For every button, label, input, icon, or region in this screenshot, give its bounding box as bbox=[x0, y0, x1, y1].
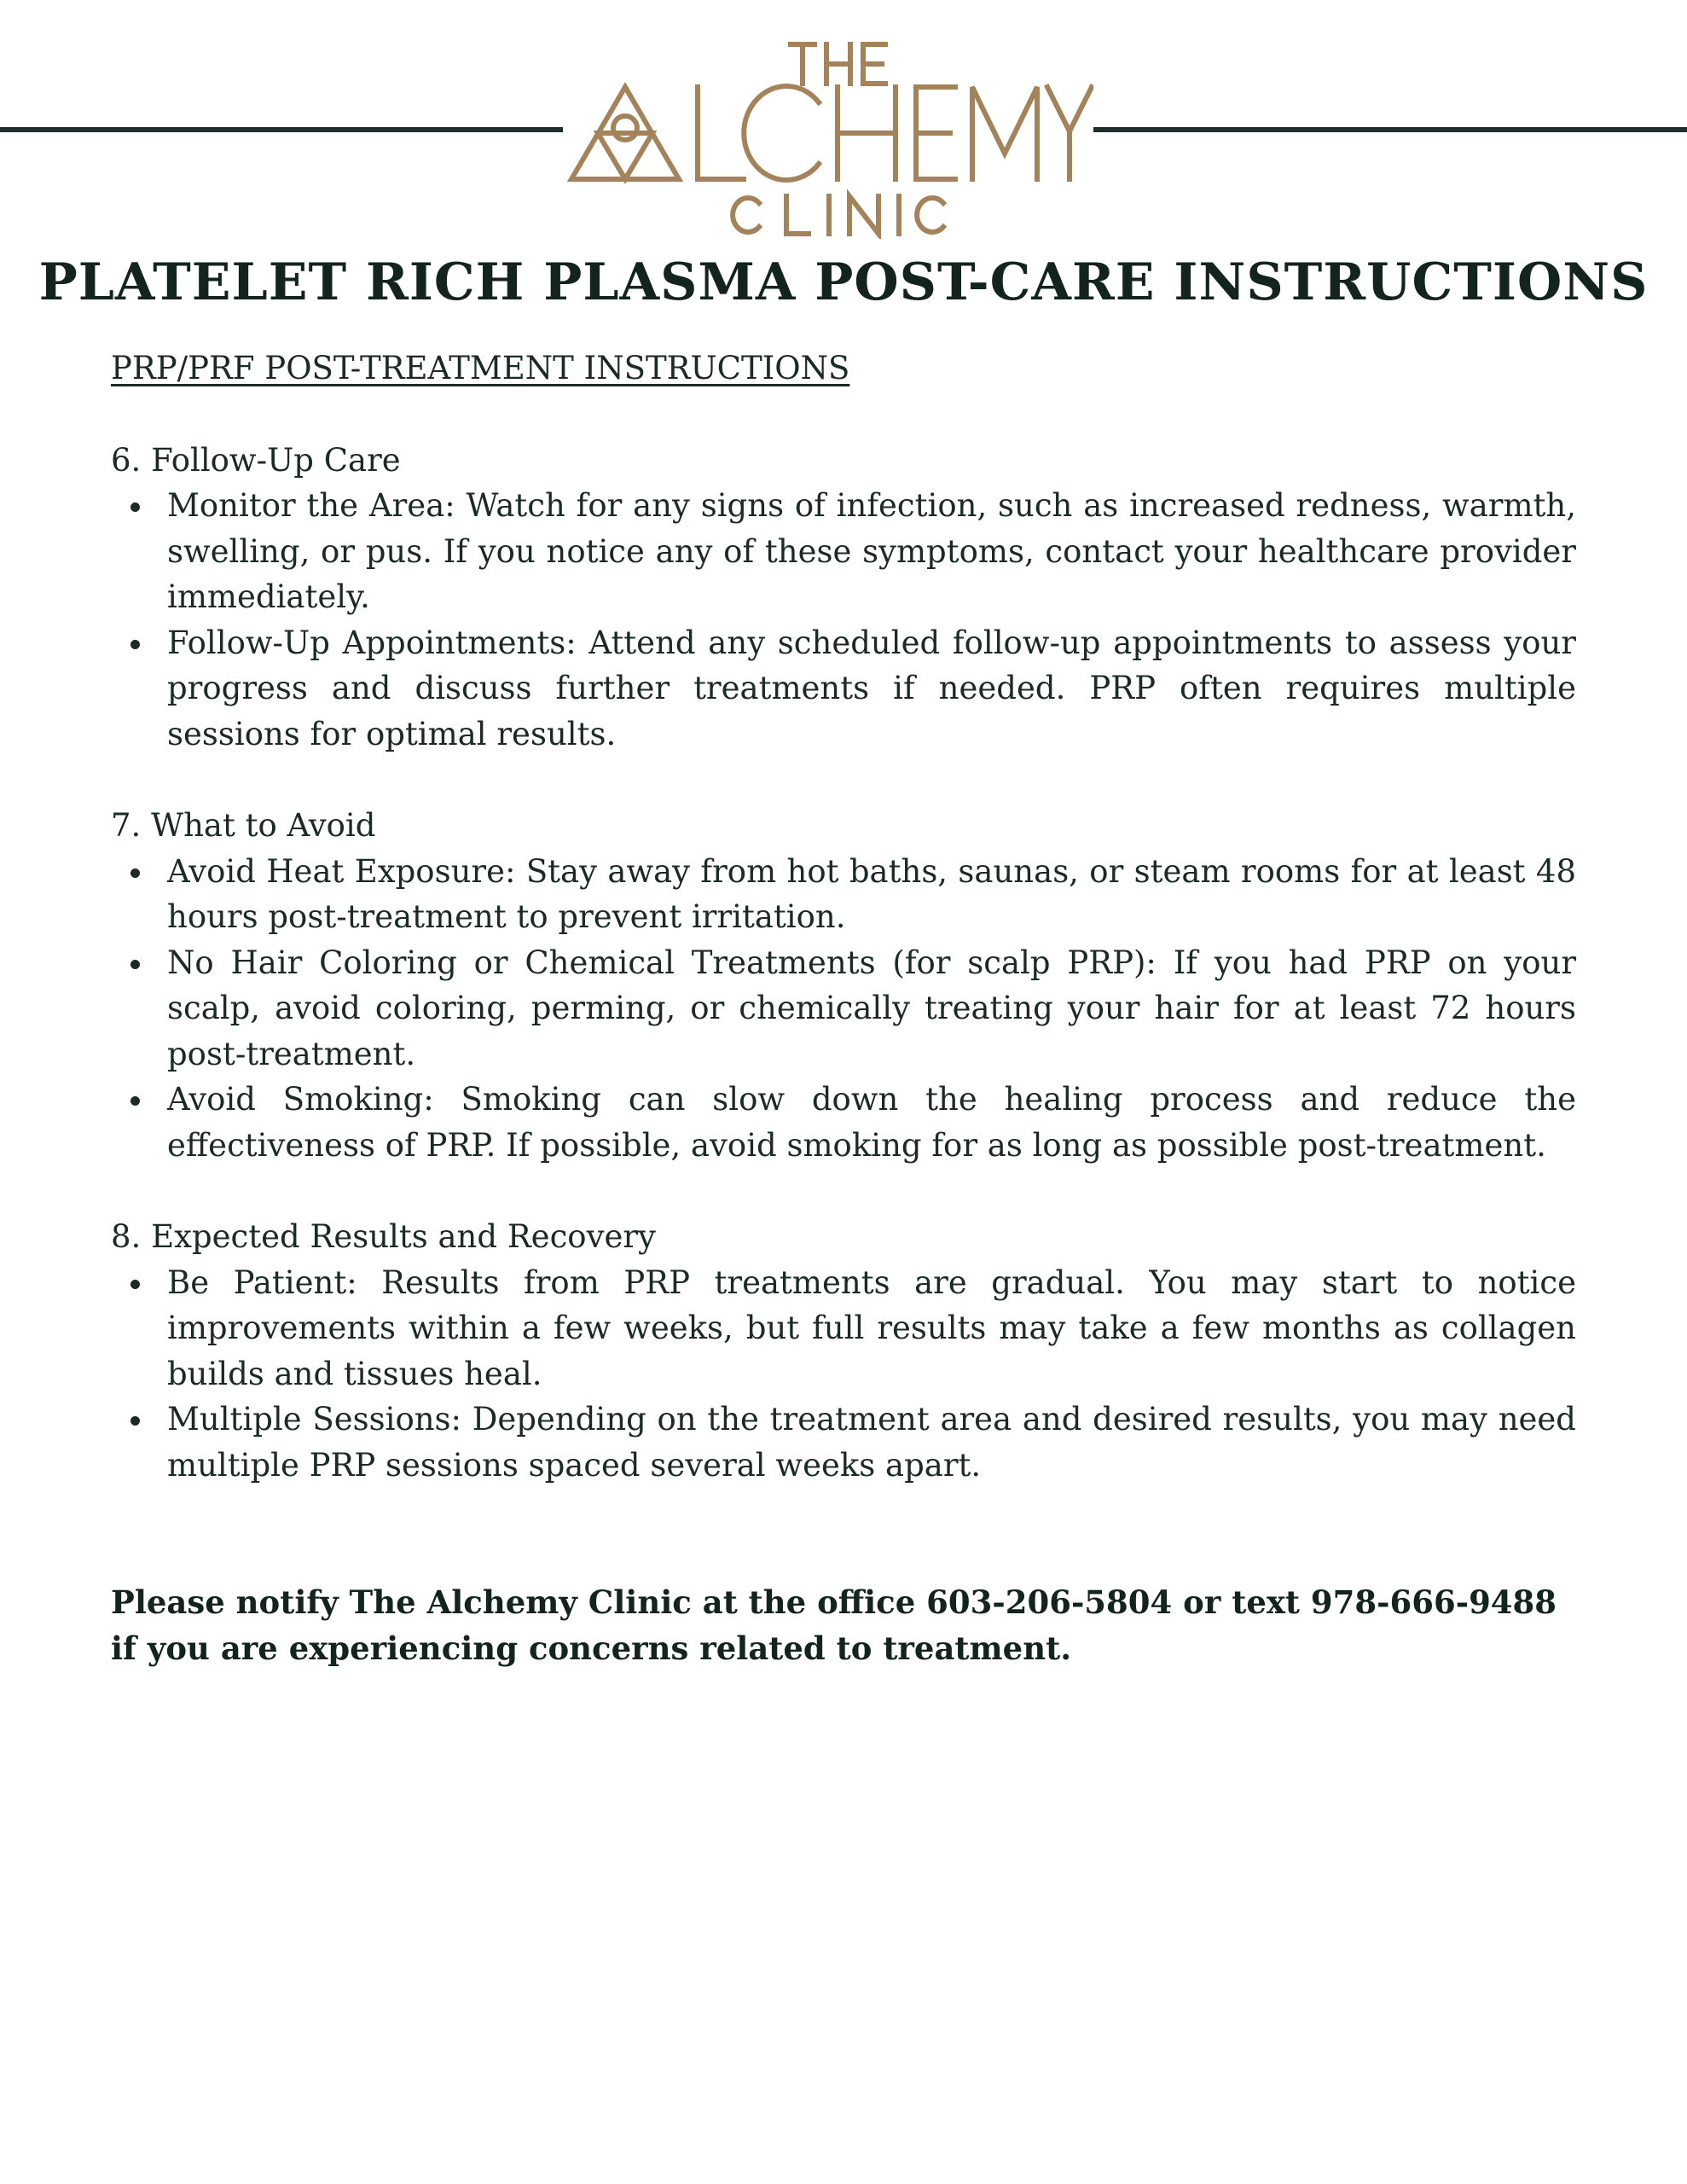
list-item: No Hair Coloring or Chemical Treatments (for scalp PRP): If you had PRP on your scalp, avoid coloring, perming, or chemically treating your hair for at least 72 hours post-treatment. bbox=[111, 940, 1576, 1077]
list-item: Be Patient: Results from PRP treatments are gradual. You may start to notice improvements within a few weeks, but full results may take a few months as collagen builds and tissues heal. bbox=[111, 1260, 1576, 1397]
document-title: PLATELET RICH PLASMA POST-CARE INSTRUCTIONS bbox=[38, 253, 1649, 312]
section-heading: 7. What to Avoid bbox=[111, 807, 376, 844]
bullet-list bbox=[111, 849, 1576, 1169]
document-subtitle: PRP/PRF POST-TREATMENT INSTRUCTIONS bbox=[111, 350, 850, 386]
header bbox=[0, 0, 1687, 247]
clinic-logo bbox=[563, 26, 1093, 239]
header-rule-right bbox=[1093, 127, 1687, 132]
list-item: Avoid Smoking: Smoking can slow down the healing process and reduce the effectiveness of PRP. If possible, avoid smoking for as long as possible post-treatment. bbox=[111, 1077, 1576, 1168]
list-item: Multiple Sessions: Depending on the treatment area and desired results, you may need multiple PRP sessions spaced several weeks apart. bbox=[111, 1397, 1576, 1488]
contact-notice: Please notify The Alchemy Clinic at the office 603-206-5804 or text 978-666-9488 if you are experiencing concerns related to treatment. bbox=[111, 1583, 1557, 1667]
document-body bbox=[111, 346, 1576, 1671]
section-expected-results bbox=[111, 1214, 1576, 1488]
header-rule-left bbox=[0, 127, 563, 132]
section-heading: 6. Follow-Up Care bbox=[111, 441, 401, 479]
section-heading: 8. Expected Results and Recovery bbox=[111, 1218, 656, 1255]
bullet-list bbox=[111, 1260, 1576, 1489]
section-what-to-avoid bbox=[111, 803, 1576, 1168]
list-item: Avoid Heat Exposure: Stay away from hot baths, saunas, or steam rooms for at least 48 hours post-treatment to prevent irritation. bbox=[111, 849, 1576, 940]
list-item: Monitor the Area: Watch for any signs of infection, such as increased redness, warmth, swelling, or pus. If you notice any of these symptoms, contact your healthcare provider immediately. bbox=[111, 483, 1576, 620]
clinic-logo-graphic bbox=[563, 26, 1093, 239]
list-item: Follow-Up Appointments: Attend any scheduled follow-up appointments to assess your progress and discuss further treatments if needed. PRP often requires multiple sessions for optimal results. bbox=[111, 620, 1576, 758]
bullet-list bbox=[111, 483, 1576, 757]
section-follow-up-care bbox=[111, 438, 1576, 758]
